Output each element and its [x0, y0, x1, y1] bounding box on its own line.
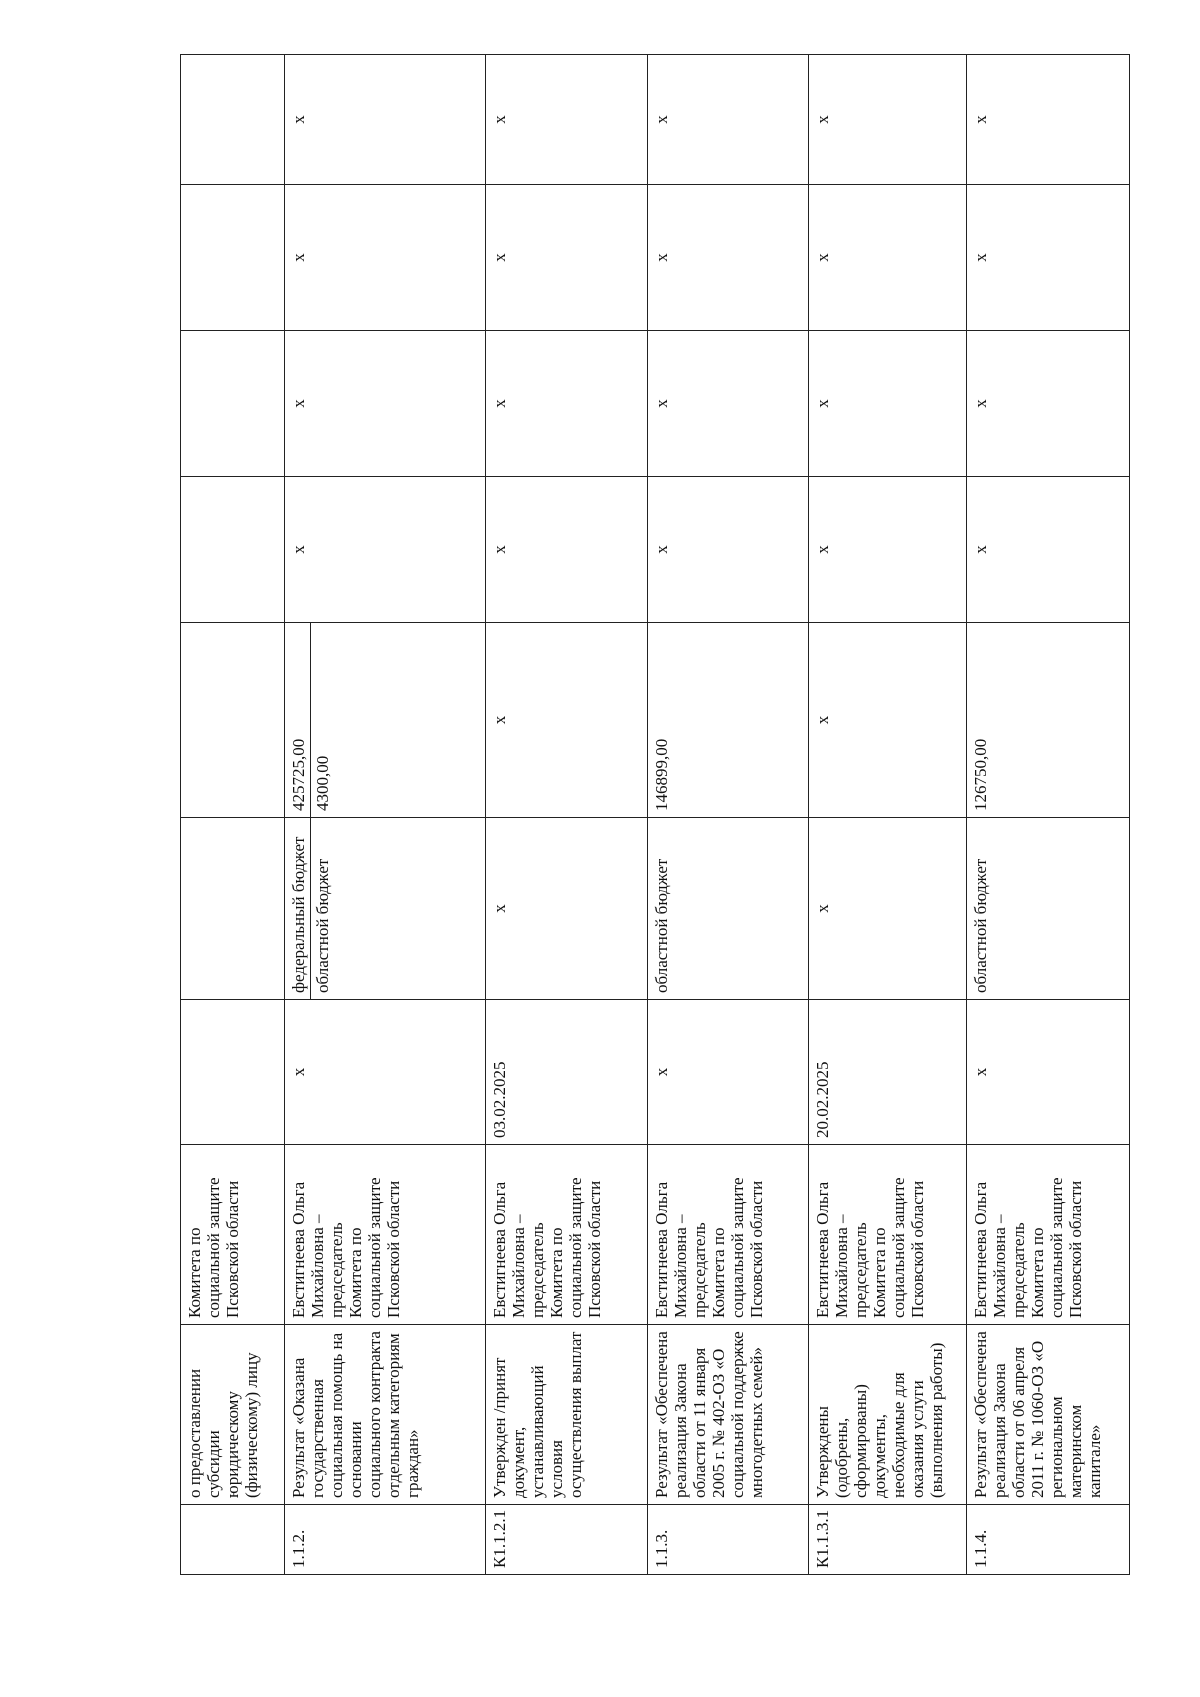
row-col4-cell: x: [486, 55, 647, 185]
row-date-cell: x: [966, 1000, 1129, 1145]
row-col1-cell: x: [966, 477, 1129, 623]
row-responsible-cell: Евстигнеева Ольга Михайловна – председатель Комитета по социальной защите Псковской области: [285, 1145, 486, 1325]
row-responsible-cell: Евстигнеева Ольга Михайловна – председатель Комитета по социальной защите Псковской области: [809, 1145, 966, 1325]
row-col2-cell: x: [966, 331, 1129, 477]
row-col4-cell: [181, 55, 285, 185]
row-responsible-cell: Евстигнеева Ольга Михайловна – председатель Комитета по социальной защите Псковской области: [966, 1145, 1129, 1325]
row-date-cell: 03.02.2025: [486, 1000, 647, 1145]
source-regional-label: областной бюджет: [310, 818, 334, 999]
row-date-cell: x: [285, 1000, 486, 1145]
row-date-cell: [181, 1000, 285, 1145]
amount-federal-value: 425725,00: [289, 738, 309, 811]
row-date-cell: x: [647, 1000, 808, 1145]
row-source-cell: [181, 818, 285, 1000]
row-name-cell: Результат «Оказана государственная социальная помощь на основании социального контракта отдельным категориям граждан»: [285, 1325, 486, 1505]
row-name-cell: Утверждены (одобрены, сформированы) документы, необходимые для оказания услуги (выполнения работы): [809, 1325, 966, 1505]
table-row: [647, 55, 808, 1575]
row-col2-cell: x: [809, 331, 966, 477]
row-source-cell: областной бюджет: [647, 818, 808, 1000]
row-col3-cell: x: [809, 185, 966, 331]
row-col4-cell: x: [285, 55, 486, 185]
row-name-cell: Результат «Обеспечена реализация Закона области от 06 апреля 2011 г. № 1060-ОЗ «О региональном материнском капитале»: [966, 1325, 1129, 1505]
row-col1-cell: x: [809, 477, 966, 623]
row-amount-cell: [181, 623, 285, 818]
row-source-cell: [285, 818, 486, 1000]
row-col1-cell: x: [285, 477, 486, 623]
row-amount-cell: x: [809, 623, 966, 818]
row-col2-cell: [181, 331, 285, 477]
row-amount-cell: 146899,00: [647, 623, 808, 818]
row-number-cell: [181, 1505, 285, 1575]
row-col3-cell: [181, 185, 285, 331]
source-federal-label: федеральный бюджет: [289, 836, 309, 993]
rotated-table-wrapper: [180, 55, 1130, 1575]
row-col3-cell: x: [647, 185, 808, 331]
row-amount-cell: x: [486, 623, 647, 818]
row-source-cell: x: [486, 818, 647, 1000]
row-col3-cell: x: [285, 185, 486, 331]
row-number-cell: К1.1.2.1: [486, 1505, 647, 1575]
row-col4-cell: x: [647, 55, 808, 185]
row-source-cell: областной бюджет: [966, 818, 1129, 1000]
row-col2-cell: x: [486, 331, 647, 477]
row-name-cell: Результат «Обеспечена реализация Закона области от 11 января 2005 г. № 402-ОЗ «О социальной поддержке многодетных семей»: [647, 1325, 808, 1505]
row-responsible-cell: Евстигнеева Ольга Михайловна – председатель Комитета по социальной защите Псковской области: [647, 1145, 808, 1325]
row-responsible-cell: Комитета по социальной защите Псковской области: [181, 1145, 285, 1325]
table-row: [809, 55, 966, 1575]
row-col1-cell: x: [647, 477, 808, 623]
row-source-cell: x: [809, 818, 966, 1000]
row-date-cell: 20.02.2025: [809, 1000, 966, 1145]
row-col1-cell: [181, 477, 285, 623]
amount-regional-value: 4300,00: [310, 623, 334, 817]
row-col2-cell: x: [285, 331, 486, 477]
row-col4-cell: x: [966, 55, 1129, 185]
row-name-cell: Утвержден /принят документ, устанавливающий условия осуществления выплат: [486, 1325, 647, 1505]
table-row: [181, 55, 285, 1575]
row-col3-cell: x: [486, 185, 647, 331]
table-row: [285, 55, 486, 1575]
program-table: [180, 54, 1130, 1575]
table-row: [966, 55, 1129, 1575]
row-col3-cell: x: [966, 185, 1129, 331]
row-responsible-cell: Евстигнеева Ольга Михайловна – председатель Комитета по социальной защите Псковской области: [486, 1145, 647, 1325]
row-number-cell: 1.1.2.: [285, 1505, 486, 1575]
table-row: [486, 55, 647, 1575]
row-col1-cell: x: [486, 477, 647, 623]
row-col4-cell: x: [809, 55, 966, 185]
row-number-cell: 1.1.3.: [647, 1505, 808, 1575]
row-col2-cell: x: [647, 331, 808, 477]
row-amount-cell: 126750,00: [966, 623, 1129, 818]
row-name-cell: о предоставлении субсидии юридическому (физическому) лицу: [181, 1325, 285, 1505]
row-amount-cell: [285, 623, 486, 818]
row-number-cell: 1.1.4.: [966, 1505, 1129, 1575]
row-number-cell: К1.1.3.1: [809, 1505, 966, 1575]
